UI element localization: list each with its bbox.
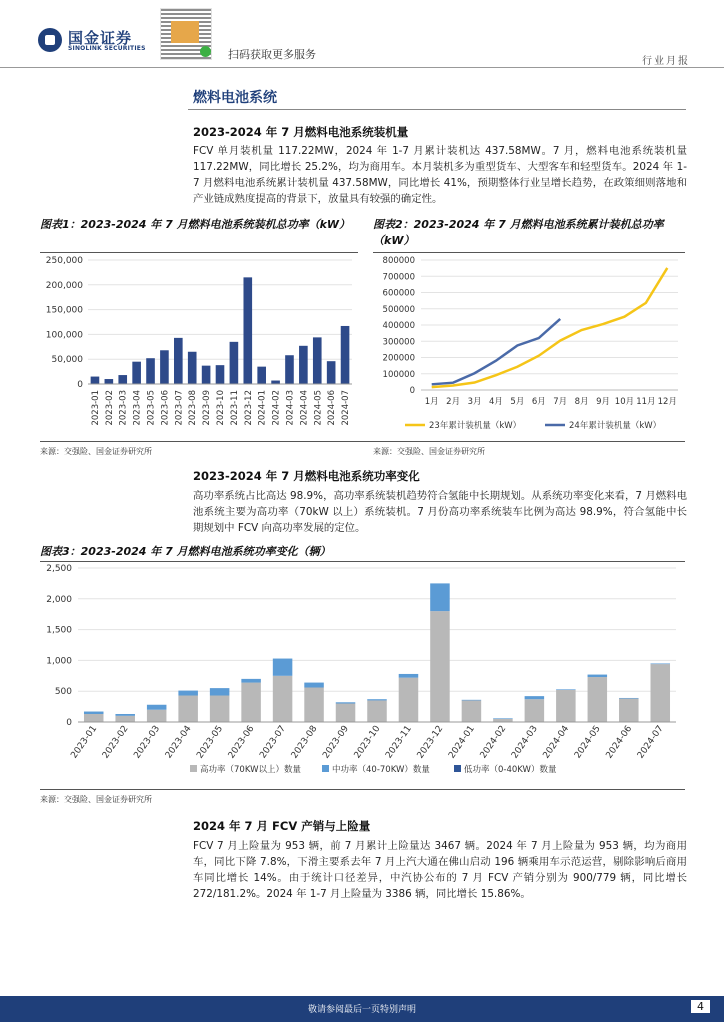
figures-bottom-rule	[40, 441, 685, 442]
y-tick-label: 150,000	[45, 305, 83, 316]
bar	[146, 358, 155, 384]
y-tick-label: 50,000	[51, 355, 83, 366]
x-tick-label: 2024-03	[285, 390, 296, 426]
x-tick-label: 2024-05	[573, 723, 603, 761]
stacked-bar-segment	[241, 679, 261, 683]
x-tick-label: 2024-07	[635, 723, 666, 761]
bar	[271, 381, 280, 384]
stacked-bar-segment	[304, 683, 324, 688]
section-divider	[188, 109, 686, 110]
report-category: 行业月报	[642, 56, 690, 67]
stacked-bar-segment	[273, 676, 293, 722]
x-tick-label: 2023-03	[118, 390, 129, 426]
y-tick-label: 800000	[382, 256, 415, 266]
qr-center-tag	[171, 21, 199, 43]
y-tick-label: 250,000	[45, 256, 83, 266]
stacked-bar-segment	[115, 716, 135, 722]
figure2-title: 图表2：2023-2024 年 7 月燃料电池系统累计装机总功率（kW）	[373, 218, 664, 247]
bar	[341, 326, 350, 384]
x-tick-label: 2024-03	[510, 723, 540, 761]
x-tick-label: 2023-05	[195, 723, 226, 761]
x-tick-label: 2024-06	[604, 723, 635, 761]
x-tick-label: 2023-04	[132, 390, 143, 426]
stacked-bar-segment	[84, 712, 104, 714]
wechat-icon	[200, 46, 211, 57]
stacked-bar-segment	[556, 690, 576, 722]
y-tick-label: 700000	[382, 272, 415, 283]
y-tick-label: 0	[66, 718, 72, 728]
legend-label: 中功率（40-70KW）数量	[332, 765, 430, 775]
figure1-title: 图表1：2023-2024 年 7 月燃料电池系统装机总功率（kW）	[40, 218, 351, 231]
y-tick-label: 400000	[382, 321, 415, 331]
y-tick-label: 300000	[382, 337, 415, 348]
x-tick-label: 1月	[424, 397, 439, 407]
x-tick-label: 12月	[657, 397, 677, 407]
figure3-source: 来源：交强险、国金证券研究所	[40, 795, 152, 804]
paragraph-installed: FCV 单月装机量 117.22MW，2024 年 1-7 月累计装机达 437.58MW。7 月，燃料电池系统装机量 117.22MW，同比增长 25.2%，均为商用车。本月装机多为重型货车、大型客车和轻型货车。2024 年 1-7 月燃料电池系统累计装机量 437.58MW，同比增长 41%，预期整体行业呈增长趋势，在政策细则落地和产业链成熟度提高的背景下，放量具有较强的确定性。	[193, 145, 687, 205]
stacked-bar-segment	[619, 698, 639, 699]
bar	[299, 346, 308, 384]
x-tick-label: 2023-07	[258, 723, 289, 761]
chart-installed-power	[40, 254, 358, 440]
x-tick-label: 10月	[614, 397, 635, 407]
bar	[132, 362, 141, 384]
stacked-bar-segment	[210, 696, 230, 722]
stacked-bar-segment	[210, 688, 230, 695]
x-tick-label: 3月	[467, 397, 482, 407]
stacked-bar-segment	[588, 675, 608, 677]
y-tick-label: 0	[77, 380, 83, 390]
y-tick-label: 500000	[382, 304, 415, 315]
stacked-bar-segment	[178, 691, 198, 696]
stacked-bar-segment	[525, 696, 545, 699]
x-tick-label: 2024-02	[271, 390, 282, 426]
bar	[216, 365, 225, 384]
stacked-bar-segment	[241, 683, 261, 722]
x-tick-label: 2023-01	[69, 723, 100, 761]
x-tick-label: 2023-06	[160, 390, 171, 426]
stacked-bar-segment	[651, 664, 671, 722]
x-tick-label: 2023-05	[146, 390, 157, 426]
figure1-source: 来源：交强险、国金证券研究所	[40, 447, 152, 456]
qr-caption: 扫码获取更多服务	[228, 48, 316, 61]
y-tick-label: 200,000	[45, 280, 83, 291]
stacked-bar-segment	[651, 663, 671, 664]
brand-logo-icon	[38, 28, 62, 52]
stacked-bar-segment	[399, 678, 419, 722]
figure1-top-rule	[40, 252, 358, 253]
bar	[257, 367, 266, 384]
header-divider	[0, 67, 724, 68]
stacked-bar-segment	[273, 659, 293, 676]
x-tick-label: 8月	[574, 397, 589, 407]
figure2-top-rule	[373, 252, 685, 253]
bar	[188, 352, 197, 384]
stacked-bar-segment	[493, 718, 513, 719]
legend-swatch	[322, 765, 329, 772]
stacked-bar-segment	[588, 677, 608, 722]
stacked-bar-segment	[430, 611, 450, 722]
x-tick-label: 2023-08	[188, 390, 199, 426]
stacked-bar-segment	[84, 714, 104, 722]
paragraph-power-change: 高功率系统占比高达 98.9%，高功率系统装机趋势符合氢能中长期规划。从系统功率变化来看，7 月燃料电池系统主要为高功率（70kW 以上）系统装机。7 月份高功率系统装车比例为高达 98.9%，符合氢能中长期规划中 FCV 向高功率发展的定位。	[193, 490, 687, 534]
x-tick-label: 2023-03	[132, 723, 163, 761]
stacked-bar-segment	[115, 714, 135, 716]
stacked-bar-segment	[525, 699, 545, 722]
bar	[313, 337, 322, 384]
stacked-bar-segment	[304, 688, 324, 722]
x-tick-label: 2023-08	[289, 723, 320, 761]
stacked-bar-segment	[336, 704, 356, 722]
x-tick-label: 2023-11	[384, 723, 414, 761]
x-tick-label: 7月	[553, 397, 568, 407]
stacked-bar-segment	[556, 689, 576, 690]
x-tick-label: 2024-04	[299, 390, 310, 426]
section-title: 燃料电池系统	[193, 90, 277, 106]
figure3-title: 图表3：2023-2024 年 7 月燃料电池系统功率变化（辆）	[40, 545, 331, 558]
bar	[118, 375, 127, 384]
subheading-power-change: 2023-2024 年 7 月燃料电池系统功率变化	[193, 469, 420, 483]
stacked-bar-segment	[619, 699, 639, 722]
stacked-bar-segment	[430, 583, 450, 611]
x-tick-label: 2023-09	[202, 390, 213, 426]
legend-label: 高功率（70KW以上）数量	[200, 765, 301, 775]
x-tick-label: 2023-12	[243, 390, 254, 426]
x-tick-label: 2023-11	[229, 390, 240, 426]
bar	[243, 277, 252, 384]
legend-label: 23年累计装机量（kW）	[429, 421, 522, 431]
x-tick-label: 2024-06	[327, 390, 338, 426]
bar	[285, 355, 294, 384]
y-tick-label: 0	[409, 386, 415, 396]
page-number: 4	[691, 1000, 710, 1013]
x-tick-label: 2024-01	[447, 723, 477, 761]
legend-swatch	[454, 765, 461, 772]
brand-name-en: SINOLINK SECURITIES	[68, 45, 146, 52]
footer-disclaimer: 敬请参阅最后一页特别声明	[307, 1005, 416, 1015]
legend-label: 低功率（0-40KW）数量	[464, 765, 557, 775]
bar	[174, 338, 183, 384]
bar	[202, 366, 211, 384]
y-tick-label: 500	[54, 687, 72, 698]
y-tick-label: 100,000	[45, 330, 83, 341]
x-tick-label: 2023-06	[226, 723, 257, 761]
legend-swatch	[190, 765, 197, 772]
bar	[160, 350, 169, 384]
x-tick-label: 2024-02	[478, 723, 509, 761]
y-tick-label: 1,000	[46, 656, 72, 667]
x-tick-label: 2023-12	[415, 723, 446, 761]
x-tick-label: 9月	[596, 397, 611, 407]
x-tick-label: 2023-02	[100, 723, 131, 761]
x-tick-label: 2023-04	[163, 723, 194, 761]
x-tick-label: 5月	[510, 397, 525, 407]
chart-cumulative-power	[373, 254, 685, 440]
y-tick-label: 200000	[382, 353, 415, 364]
x-tick-label: 2月	[446, 397, 461, 407]
x-tick-label: 2023-01	[90, 390, 101, 426]
paragraph-fcv-sales: FCV 7 月上险量为 953 辆，前 7 月累计上险量达 3467 辆。2024 年 7 月上险量为 953 辆，均为商用车，同比下降 7.8%，下滑主要系去年 7 月上汽大通在佛山启动 196 辆乘用车示范运营，剔除影响后商用车同比增长 14%。由于统计口径差异，中汽协公布的 7 月 FCV 产销分别为 900/779 辆，同比增长 272/181.2%。2024 年 1-7 月上险量为 3386 辆，同比增长 15.86%。	[193, 840, 687, 900]
x-tick-label: 2023-10	[216, 390, 226, 426]
x-tick-label: 6月	[531, 397, 546, 407]
bar	[327, 361, 336, 384]
x-tick-label: 4月	[488, 397, 503, 407]
x-tick-label: 2023-02	[104, 390, 115, 426]
x-tick-label: 2024-05	[313, 390, 324, 426]
stacked-bar-segment	[147, 705, 167, 710]
stacked-bar-segment	[367, 700, 387, 722]
x-tick-label: 11月	[636, 397, 656, 407]
x-tick-label: 2024-01	[257, 390, 268, 426]
stacked-bar-segment	[178, 696, 198, 722]
figure2-source: 来源：交强险、国金证券研究所	[373, 447, 485, 456]
legend-label: 24年累计装机量（kW）	[569, 421, 662, 431]
bar	[105, 379, 114, 384]
y-tick-label: 2,500	[46, 564, 72, 574]
brand-name: 国金证券	[68, 29, 133, 47]
chart-power-change	[40, 562, 685, 788]
y-tick-label: 100000	[382, 369, 415, 380]
subheading-fcv-sales: 2024 年 7 月 FCV 产销与上险量	[193, 819, 371, 833]
x-tick-label: 2023-09	[321, 723, 351, 761]
bar	[230, 342, 239, 384]
stacked-bar-segment	[367, 699, 387, 700]
x-tick-label: 2024-04	[541, 723, 572, 761]
x-tick-label: 2023-10	[352, 723, 383, 761]
x-tick-label: 2023-07	[174, 390, 185, 426]
stacked-bar-segment	[399, 674, 419, 678]
y-tick-label: 2,000	[46, 594, 72, 605]
stacked-bar-segment	[147, 710, 167, 722]
figure3-bottom-rule	[40, 789, 685, 790]
stacked-bar-segment	[462, 700, 482, 701]
x-tick-label: 2024-07	[341, 390, 352, 426]
y-tick-label: 1,500	[46, 625, 72, 636]
stacked-bar-segment	[462, 700, 482, 722]
subheading-installed: 2023-2024 年 7 月燃料电池系统装机量	[193, 125, 409, 139]
y-tick-label: 600000	[382, 288, 415, 299]
bar	[91, 377, 100, 384]
stacked-bar-segment	[336, 702, 356, 703]
